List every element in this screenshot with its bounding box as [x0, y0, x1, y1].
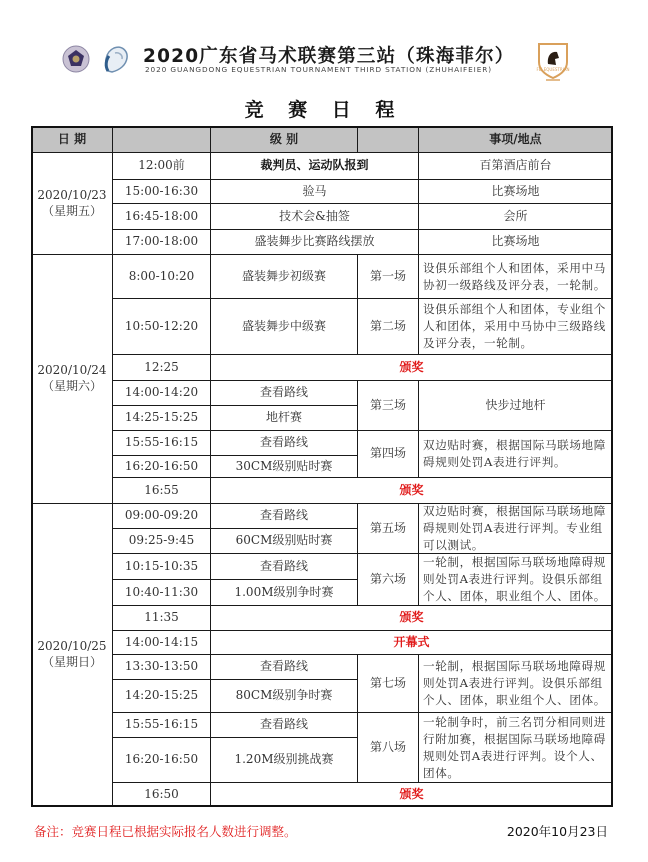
location-cell: 会所 — [418, 203, 613, 230]
date-cell-day2 — [31, 254, 113, 504]
time-cell: 14:00-14:15 — [112, 630, 211, 655]
event-cell: 查看路线 — [210, 654, 358, 680]
time-cell: 14:20-15:25 — [112, 679, 211, 713]
time-cell: 12:00前 — [112, 152, 211, 180]
location-cell: 比赛场地 — [418, 229, 613, 255]
time-cell: 15:55-16:15 — [112, 430, 211, 456]
event-cell: 盛装舞步初级赛 — [210, 254, 358, 299]
time-cell: 10:50-12:20 — [112, 298, 211, 355]
event-cell: 地杆赛 — [210, 405, 358, 431]
award-cell: 颁奖 — [210, 477, 613, 504]
column-header-item-location: 事项/地点 — [418, 126, 613, 153]
time-cell: 10:15-10:35 — [112, 553, 211, 580]
time-cell: 14:00-14:20 — [112, 380, 211, 406]
event-title: 2020广东省马术联赛第三站（珠海菲尔） — [143, 46, 515, 67]
event-cell: 1.20M级别挑战赛 — [210, 737, 358, 783]
location-cell: 百第酒店前台 — [418, 152, 613, 180]
time-cell: 15:55-16:15 — [112, 712, 211, 738]
svg-text:FEI EQUESTRIAN: FEI EQUESTRIAN — [536, 67, 570, 72]
note-cell: 一轮制争时，前三名罚分相同则进行附加赛，根据国际马联场地障碍规则处罚A表进行评判。设个人、团体。 — [418, 712, 613, 783]
award-cell: 颁奖 — [210, 605, 613, 631]
award-cell: 颁奖 — [210, 782, 613, 807]
time-cell: 16:45-18:00 — [112, 203, 211, 230]
weekday-label: （星期六） — [41, 379, 102, 393]
footer-note: 备注：竞赛日程已根据实际报名人数进行调整。 — [34, 824, 297, 839]
event-cell: 30CM级别贴时赛 — [210, 455, 358, 478]
weekday-label: （星期五） — [41, 203, 102, 218]
time-cell: 10:40-11:30 — [112, 579, 211, 606]
event-cell: 盛装舞步比赛路线摆放 — [210, 229, 419, 255]
date-label: 2020/10/25 — [37, 639, 107, 654]
date-label: 2020/10/24 — [37, 363, 107, 378]
note-cell: 双边贴时赛，根据国际马联场地障碍规则处罚A表进行评判。 — [418, 430, 613, 478]
note-cell: 设俱乐部组个人和团体，采用中马协初一级路线及评分表，一轮制。 — [418, 254, 613, 299]
time-cell: 13:30-13:50 — [112, 654, 211, 680]
event-cell: 查看路线 — [210, 503, 358, 529]
column-header-session — [357, 126, 419, 153]
event-cell: 查看路线 — [210, 712, 358, 738]
time-cell: 09:25-9:45 — [112, 528, 211, 554]
session-cell: 第七场 — [357, 654, 419, 713]
time-cell: 8:00-10:20 — [112, 254, 211, 299]
event-cell: 裁判员、运动队报到 — [210, 152, 419, 180]
schedule-table — [31, 126, 613, 807]
time-cell: 16:20-16:50 — [112, 455, 211, 478]
time-cell: 12:25 — [112, 354, 211, 381]
association-seal-logo — [62, 45, 90, 73]
time-cell: 14:25-15:25 — [112, 405, 211, 431]
session-cell: 第八场 — [357, 712, 419, 783]
award-cell: 颁奖 — [210, 354, 613, 381]
session-cell: 第一场 — [357, 254, 419, 299]
time-cell: 09:00-09:20 — [112, 503, 211, 529]
note-cell: 双边贴时赛，根据国际马联场地障碍规则处罚A表进行评判。专业组可以测试。 — [418, 503, 613, 554]
event-cell: 盛装舞步中级赛 — [210, 298, 358, 355]
footer-date: 2020年10月23日 — [506, 824, 608, 839]
date-cell-day3 — [31, 503, 113, 807]
column-header-date: 日 期 — [31, 126, 113, 153]
horse-head-logo — [102, 44, 130, 74]
time-cell: 16:55 — [112, 477, 211, 504]
session-cell: 第四场 — [357, 430, 419, 478]
event-cell: 验马 — [210, 179, 419, 204]
fei-equestrian-shield-logo — [535, 40, 571, 84]
event-cell: 查看路线 — [210, 430, 358, 456]
event-cell: 1.00M级别争时赛 — [210, 579, 358, 606]
event-cell: 60CM级别贴时赛 — [210, 528, 358, 554]
note-cell: 一轮制，根据国际马联场地障碍规则处罚A表进行评判。设俱乐部组个人、团体，职业组个人、团体。 — [418, 654, 613, 713]
event-cell: 80CM级别争时赛 — [210, 679, 358, 713]
session-cell: 第五场 — [357, 503, 419, 554]
weekday-label: （星期日） — [41, 655, 102, 669]
session-cell: 第二场 — [357, 298, 419, 355]
column-header-time — [112, 126, 211, 153]
column-header-level: 级 别 — [210, 126, 358, 153]
time-cell: 17:00-18:00 — [112, 229, 211, 255]
event-cell: 查看路线 — [210, 553, 358, 580]
note-cell: 快步过地杆 — [418, 380, 613, 431]
note-cell: 设俱乐部组个人和团体，专业组个人和团体，采用中马协中三级路线及评分表，一轮制。 — [418, 298, 613, 355]
location-cell: 比赛场地 — [418, 179, 613, 204]
page-title: 竞 赛 日 程 — [244, 99, 404, 121]
event-cell: 查看路线 — [210, 380, 358, 406]
time-cell: 15:00-16:30 — [112, 179, 211, 204]
note-cell: 一轮制，根据国际马联场地障碍规则处罚A表进行评判。设俱乐部组个人、团体，职业组个人、团体。 — [418, 553, 613, 606]
time-cell: 16:20-16:50 — [112, 737, 211, 783]
time-cell: 16:50 — [112, 782, 211, 807]
date-label: 2020/10/23 — [37, 187, 107, 202]
session-cell: 第六场 — [357, 553, 419, 606]
event-subtitle: 2020 GUANGDONG EQUESTRIAN TOURNAMENT THIRD STATION (ZHUHAIFEIER) — [145, 65, 492, 74]
date-cell-day1 — [31, 152, 113, 255]
opening-ceremony-cell: 开幕式 — [210, 630, 613, 655]
time-cell: 11:35 — [112, 605, 211, 631]
session-cell: 第三场 — [357, 380, 419, 431]
event-cell: 技术会&抽签 — [210, 203, 419, 230]
